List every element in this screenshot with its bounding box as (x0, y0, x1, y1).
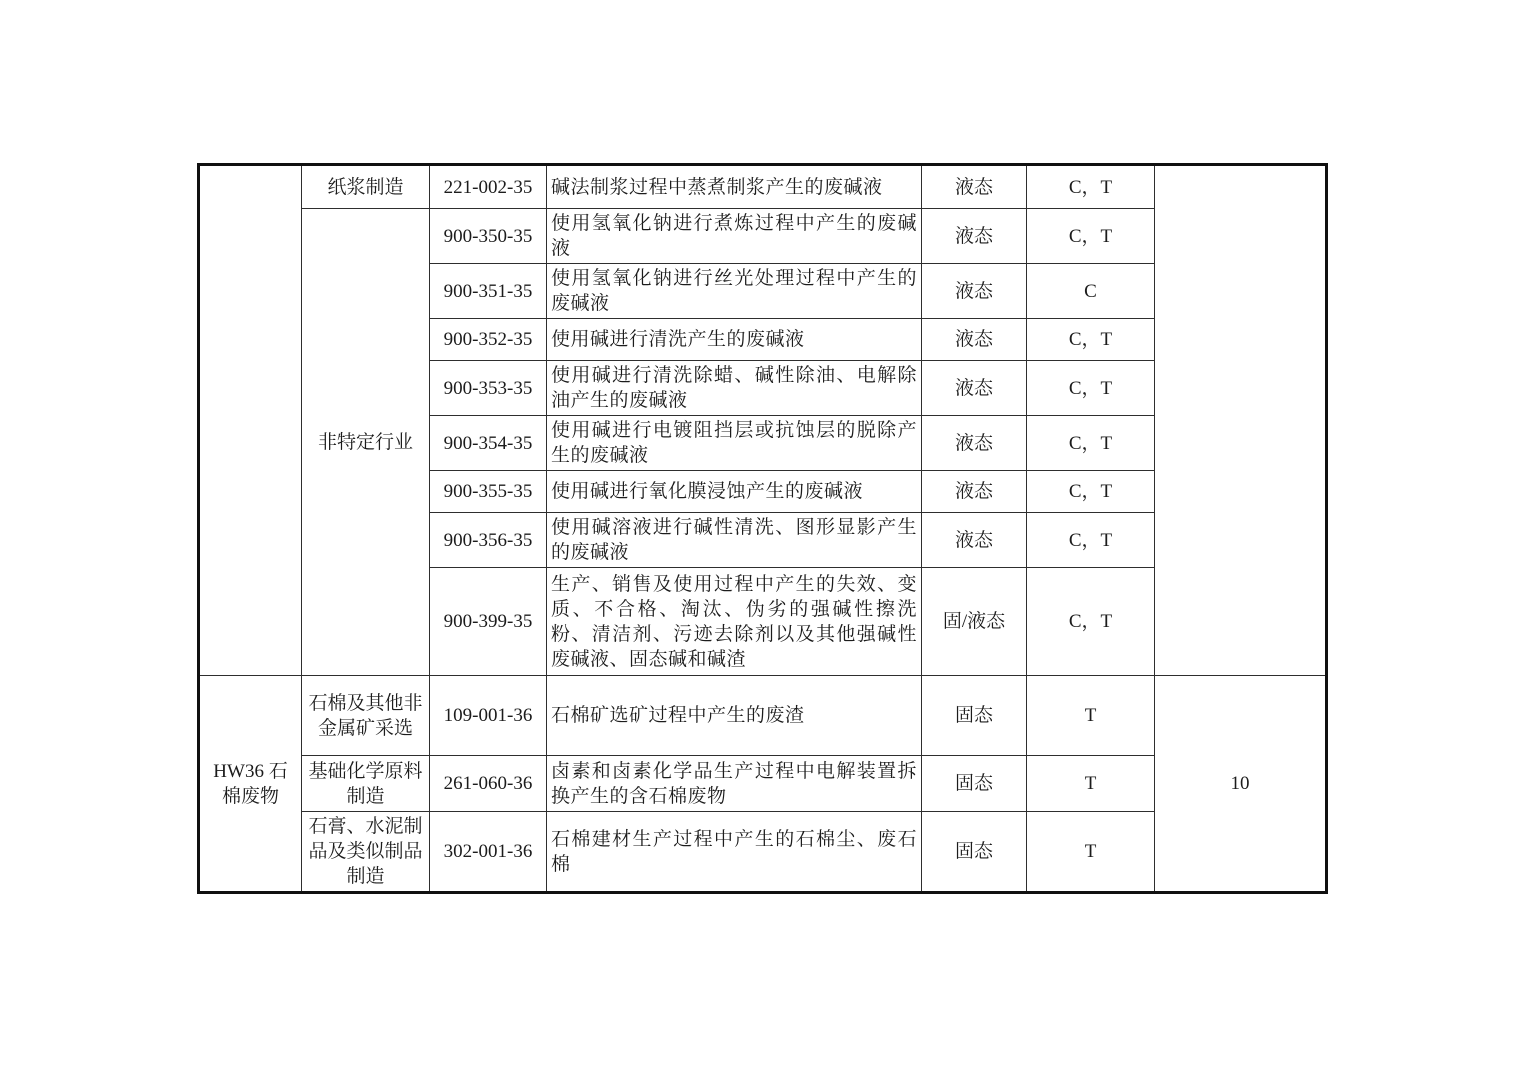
hazardous-waste-table (197, 163, 1328, 894)
hazard-property-cell: C，T (1027, 471, 1155, 513)
waste-description-cell: 石棉建材生产过程中产生的石棉尘、废石棉 (547, 812, 922, 893)
waste-code-cell: 221-002-35 (430, 165, 547, 209)
waste-state-cell: 液态 (922, 209, 1027, 264)
hazard-property-cell: C，T (1027, 209, 1155, 264)
waste-state-cell: 液态 (922, 361, 1027, 416)
waste-description-cell: 使用碱溶液进行碱性清洗、图形显影产生的废碱液 (547, 513, 922, 568)
waste-code-cell: 900-399-35 (430, 568, 547, 676)
waste-description-cell: 卤素和卤素化学品生产过程中电解装置拆换产生的含石棉废物 (547, 756, 922, 812)
waste-code-cell: 900-352-35 (430, 319, 547, 361)
waste-state-cell: 液态 (922, 264, 1027, 319)
waste-code-cell: 900-353-35 (430, 361, 547, 416)
waste-state-cell: 液态 (922, 319, 1027, 361)
waste-code-cell: 261-060-36 (430, 756, 547, 812)
waste-description-cell: 使用碱进行氧化膜浸蚀产生的废碱液 (547, 471, 922, 513)
table-row (199, 165, 1327, 209)
hazard-property-cell: C，T (1027, 416, 1155, 471)
waste-code-cell: 302-001-36 (430, 812, 547, 893)
waste-state-cell: 固/液态 (922, 568, 1027, 676)
category-cell-hw36: HW36 石棉废物 (199, 676, 302, 893)
waste-description-cell: 使用碱进行电镀阻挡层或抗蚀层的脱除产生的废碱液 (547, 416, 922, 471)
waste-description-cell: 生产、销售及使用过程中产生的失效、变质、不合格、淘汰、伪劣的强碱性擦洗粉、清洁剂、污迹去除剂以及其他强碱性废碱液、固态碱和碱渣 (547, 568, 922, 676)
waste-description-cell: 使用氢氧化钠进行煮炼过程中产生的废碱液 (547, 209, 922, 264)
waste-state-cell: 液态 (922, 471, 1027, 513)
waste-description-cell: 使用碱进行清洗产生的废碱液 (547, 319, 922, 361)
waste-description-cell: 石棉矿选矿过程中产生的废渣 (547, 676, 922, 756)
hazard-property-cell: C，T (1027, 568, 1155, 676)
waste-state-cell: 液态 (922, 416, 1027, 471)
waste-state-cell: 固态 (922, 676, 1027, 756)
waste-description-cell: 碱法制浆过程中蒸煮制浆产生的废碱液 (547, 165, 922, 209)
waste-code-cell: 900-351-35 (430, 264, 547, 319)
waste-code-cell: 900-355-35 (430, 471, 547, 513)
waste-description-cell: 使用碱进行清洗除蜡、碱性除油、电解除油产生的废碱液 (547, 361, 922, 416)
waste-state-cell: 液态 (922, 513, 1027, 568)
serial-cell-continued (1155, 165, 1327, 676)
hazard-property-cell: T (1027, 756, 1155, 812)
waste-code-cell: 900-350-35 (430, 209, 547, 264)
waste-code-cell: 109-001-36 (430, 676, 547, 756)
waste-state-cell: 固态 (922, 756, 1027, 812)
waste-state-cell: 固态 (922, 812, 1027, 893)
industry-cell: 纸浆制造 (302, 165, 430, 209)
serial-cell-hw36: 10 (1155, 676, 1327, 893)
waste-code-cell: 900-356-35 (430, 513, 547, 568)
waste-code-cell: 900-354-35 (430, 416, 547, 471)
hazard-property-cell: T (1027, 676, 1155, 756)
industry-cell: 基础化学原料制造 (302, 756, 430, 812)
hazard-property-cell: C，T (1027, 319, 1155, 361)
category-cell-continued (199, 165, 302, 676)
industry-cell: 非特定行业 (302, 209, 430, 676)
hazard-property-cell: C (1027, 264, 1155, 319)
table-row (199, 676, 1327, 756)
hazard-property-cell: T (1027, 812, 1155, 893)
hazard-property-cell: C，T (1027, 513, 1155, 568)
hazard-property-cell: C，T (1027, 165, 1155, 209)
hazard-property-cell: C，T (1027, 361, 1155, 416)
waste-description-cell: 使用氢氧化钠进行丝光处理过程中产生的废碱液 (547, 264, 922, 319)
hazardous-waste-table-wrap (197, 163, 1328, 894)
industry-cell: 石棉及其他非金属矿采选 (302, 676, 430, 756)
industry-cell: 石膏、水泥制品及类似制品制造 (302, 812, 430, 893)
waste-state-cell: 液态 (922, 165, 1027, 209)
